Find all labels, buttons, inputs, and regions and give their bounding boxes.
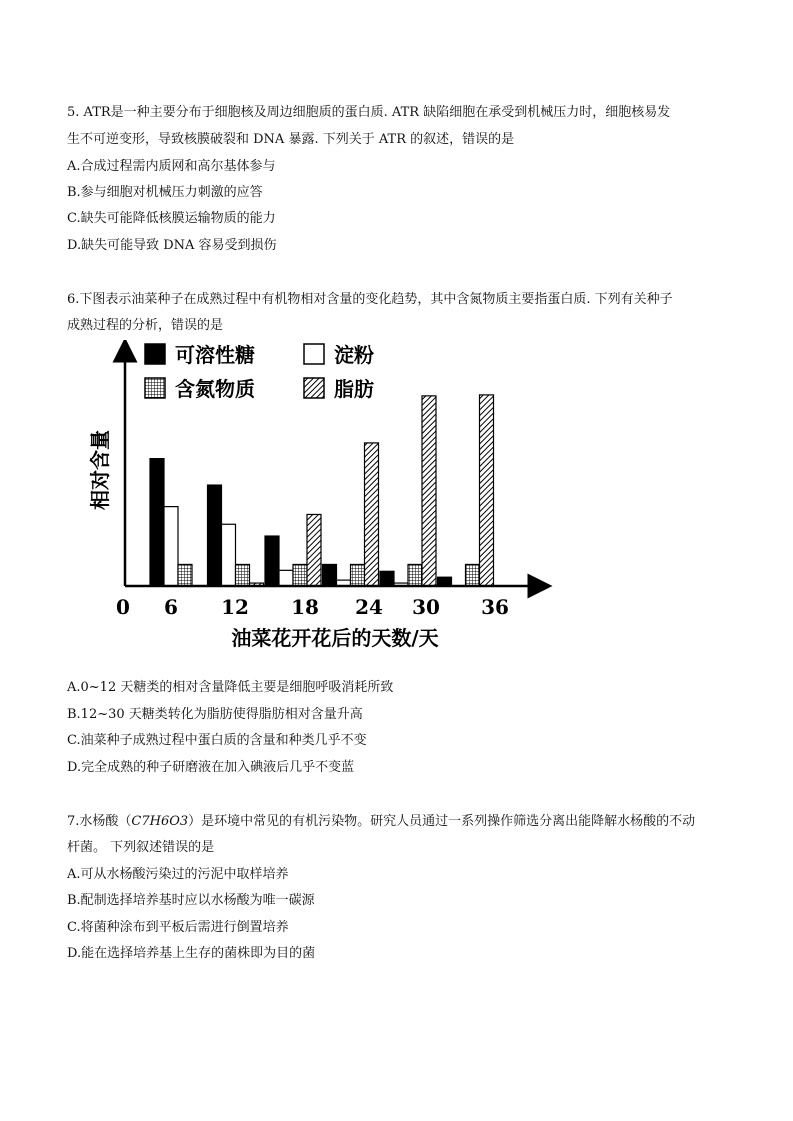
bar-solid-day-24	[323, 564, 337, 586]
legend-label: 可溶性糖	[175, 343, 255, 367]
q6-option-b: B.12~30 天糖类转化为脂肪使得脂肪相对含量升高	[67, 707, 363, 722]
chart-legend	[145, 343, 374, 401]
legend-label: 含氮物质	[175, 377, 255, 401]
legend-swatch-hatch	[304, 378, 324, 398]
q7-option-c: C.将菌种涂布到平板后需进行倒置培养	[67, 920, 289, 935]
bar-grid-day-30	[408, 564, 422, 586]
q7-stem-prefix: 7.水杨酸（	[67, 814, 132, 829]
q5-stem-line1: 5. ATR是一种主要分布于细胞核及周边细胞质的蛋白质. ATR 缺陷细胞在承受到机械压力时，细胞核易发	[67, 105, 671, 120]
x-tick-label: 0	[116, 595, 130, 619]
bar-empty-day-18	[279, 570, 293, 586]
q5-option-a: A.合成过程需内质网和高尔基体参与	[67, 159, 276, 174]
x-tick-label: 6	[164, 595, 178, 619]
bar-solid-day-30	[380, 571, 394, 586]
x-tick-label: 36	[481, 595, 509, 619]
bar-hatch-day-30	[422, 396, 436, 586]
q6-option-d: D.完全成熟的种子研磨液在加入碘液后几乎不变蓝	[67, 760, 355, 775]
chart-bars	[150, 395, 494, 586]
x-tick-label: 24	[355, 595, 383, 619]
q5-option-c: C.缺失可能降低核膜运输物质的能力	[67, 211, 276, 226]
x-tick-label: 18	[291, 595, 319, 619]
q7-stem-line2: 杆菌。 下列叙述错误的是	[67, 840, 215, 855]
bar-solid-day-6	[150, 459, 164, 586]
q6-option-a: A.0~12 天糖类的相对含量降低主要是细胞呼吸消耗所致	[67, 680, 394, 695]
bar-grid-day-36	[466, 564, 480, 586]
q6-stem-line1: 6.下图表示油菜种子在成熟过程中有机物相对含量的变化趋势，其中含氮物质主要指蛋白质. 下列有关种子	[67, 292, 673, 307]
q7-stem-line1	[67, 813, 695, 831]
legend-swatch-grid	[145, 378, 165, 398]
bar-grid-day-12	[236, 564, 250, 586]
bar-empty-day-6	[164, 507, 178, 586]
q7-stem-suffix: ）是环境中常见的有机污染物。研究人员通过一系列操作筛选分离出能降解水杨酸的不动	[188, 814, 696, 829]
x-axis-label: 油菜花开花后的天数/天	[231, 626, 439, 650]
bar-solid-day-12	[208, 485, 222, 586]
q5-option-b: B.参与细胞对机械压力刺激的应答	[67, 185, 263, 200]
y-axis-label: 相对含量	[88, 430, 112, 510]
legend-swatch-empty	[304, 344, 324, 364]
legend-label: 脂肪	[334, 377, 374, 401]
x-tick-label: 30	[412, 595, 440, 619]
bar-hatch-day-24	[365, 443, 379, 586]
bar-hatch-day-36	[480, 395, 494, 586]
bar-empty-day-12	[222, 524, 236, 586]
q6-option-c: C.油菜种子成熟过程中蛋白质的含量和种类几乎不变	[67, 733, 367, 748]
bar-solid-day-36	[438, 577, 452, 586]
q7-option-a: A.可从水杨酸污染过的污泥中取样培养	[67, 867, 289, 882]
bar-grid-day-6	[178, 564, 192, 586]
q5-option-d: D.缺失可能导致 DNA 容易受到损伤	[67, 238, 277, 253]
x-tick-label: 12	[221, 595, 249, 619]
bar-solid-day-18	[265, 536, 279, 586]
q7-option-b: B.配制选择培养基时应以水杨酸为唯一碳源	[67, 893, 315, 908]
chart-ticks	[116, 595, 509, 619]
bar-grid-day-18	[293, 564, 307, 586]
bar-hatch-day-18	[307, 514, 321, 586]
legend-swatch-solid	[145, 344, 165, 364]
q6-stem-line2: 成熟过程的分析，错误的是	[67, 318, 224, 333]
q7-option-d: D.能在选择培养基上生存的菌株即为目的菌	[67, 946, 316, 961]
q7-formula: C7H6O3	[131, 814, 189, 829]
seed-composition-bar-chart	[85, 340, 565, 660]
bar-grid-day-24	[351, 564, 365, 586]
legend-label: 淀粉	[334, 343, 374, 367]
q5-stem-line2: 生不可逆变形，导致核膜破裂和 DNA 暴露. 下列关于 ATR 的叙述，错误的是	[67, 132, 515, 147]
